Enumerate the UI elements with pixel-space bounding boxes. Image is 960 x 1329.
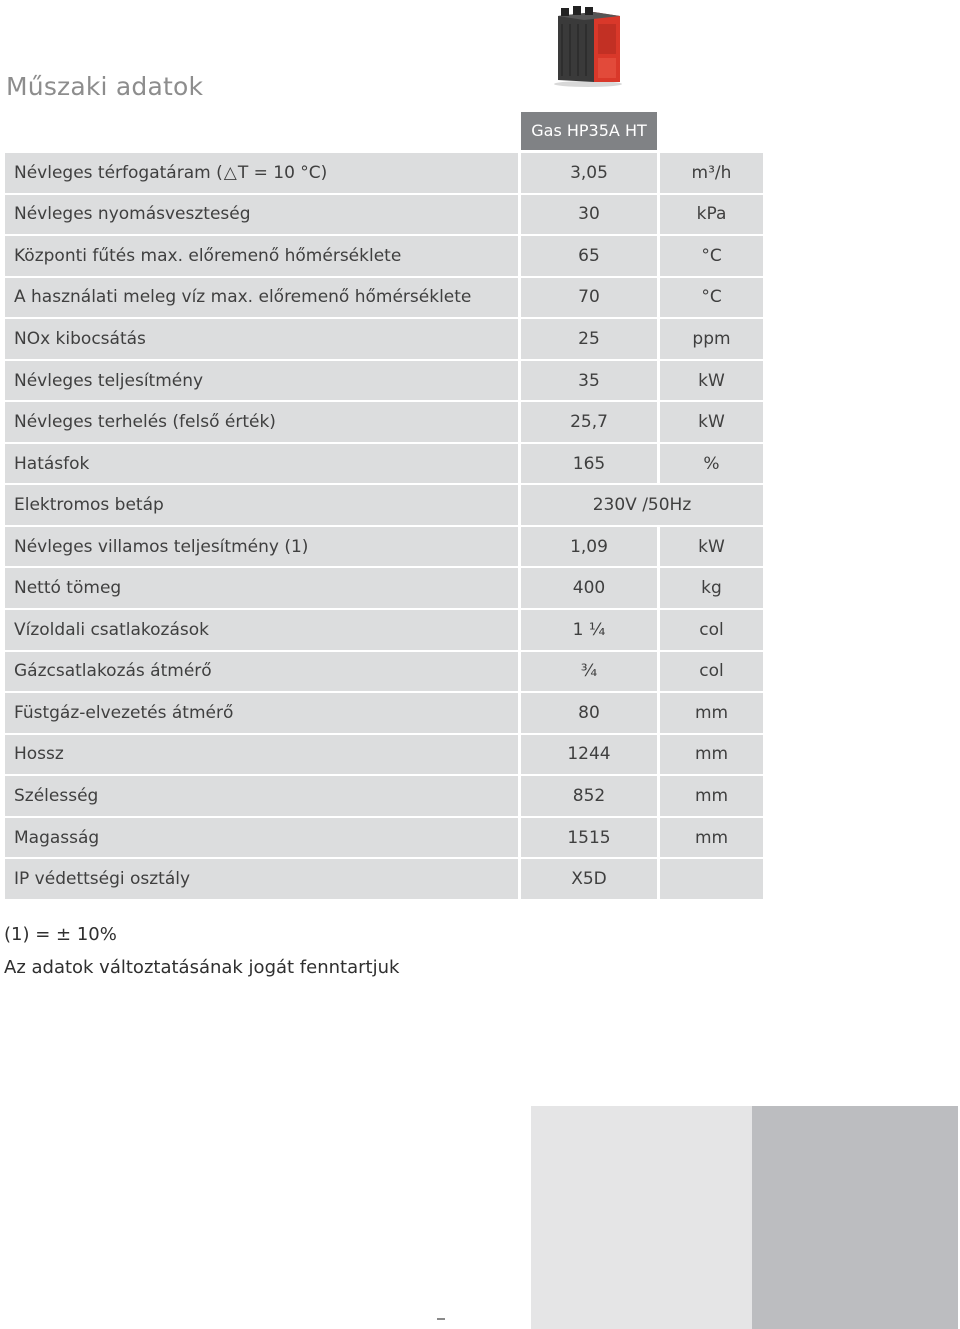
spec-row-width [5,776,763,816]
spec-value: 80 [521,693,657,733]
spec-value: 1244 [521,735,657,775]
heat-pump-unit-image [548,4,626,88]
spec-row-ip-rating [5,859,763,899]
spec-row-flue-diameter [5,693,763,733]
spec-value: X5D [521,859,657,899]
footer-decor-light [531,1106,752,1329]
spec-row-water-connections [5,610,763,650]
spec-row-pressure-loss [5,195,763,235]
footnotes [4,918,399,984]
spec-row-net-weight [5,568,763,608]
footnote-tolerance: (1) = ± 10% [4,924,117,945]
spec-row-efficiency [5,444,763,484]
spec-label: Vízoldali csatlakozások [5,610,518,650]
spec-unit: kPa [660,195,763,235]
spec-unit: % [660,444,763,484]
footnote-disclaimer: Az adatok változtatásának jogát fenntartjuk [4,957,400,978]
page-title: Műszaki adatok [6,72,204,101]
spec-table [5,153,763,901]
spec-label: Nettó tömeg [5,568,518,608]
spec-label: IP védettségi osztály [5,859,518,899]
spec-value: 25,7 [521,402,657,442]
spec-label: NOx kibocsátás [5,319,518,359]
page-mark [437,1318,445,1320]
spec-unit: °C [660,236,763,276]
spec-unit: kg [660,568,763,608]
spec-value: 1 ¼ [521,610,657,650]
spec-value: 70 [521,278,657,318]
spec-unit [660,859,763,899]
spec-label: Magasság [5,818,518,858]
spec-label: Névleges nyomásveszteség [5,195,518,235]
spec-value: 25 [521,319,657,359]
spec-row-nominal-output [5,361,763,401]
spec-value: 230V /50Hz [521,485,763,525]
spec-row-height [5,818,763,858]
spec-value: 1515 [521,818,657,858]
spec-row-flow-rate [5,153,763,193]
spec-unit: mm [660,735,763,775]
spec-row-hot-water-flow-temp [5,278,763,318]
spec-value: 165 [521,444,657,484]
spec-label: Szélesség [5,776,518,816]
spec-value: ¾ [521,652,657,692]
spec-label: Névleges térfogatáram ( △ T = 10 °C) [5,153,518,193]
spec-unit: kW [660,361,763,401]
spec-value: 30 [521,195,657,235]
spec-unit: col [660,652,763,692]
footer-decor-dark [752,1106,958,1329]
spec-label: Névleges teljesítmény [5,361,518,401]
spec-row-gas-connection [5,652,763,692]
spec-label: Gázcsatlakozás átmérő [5,652,518,692]
spec-label: Hossz [5,735,518,775]
spec-row-heating-flow-temp [5,236,763,276]
spec-unit: mm [660,818,763,858]
spec-row-power-supply [5,485,763,525]
spec-unit: mm [660,776,763,816]
spec-value: 1,09 [521,527,657,567]
product-image [548,4,626,88]
spec-unit: mm [660,693,763,733]
spec-value: 35 [521,361,657,401]
spec-row-length [5,735,763,775]
spec-unit: °C [660,278,763,318]
spec-label: Elektromos betáp [5,485,518,525]
spec-unit: m³/h [660,153,763,193]
spec-unit: ppm [660,319,763,359]
spec-unit: kW [660,402,763,442]
spec-value: 65 [521,236,657,276]
spec-unit: kW [660,527,763,567]
spec-row-nominal-load [5,402,763,442]
spec-value: 3,05 [521,153,657,193]
spec-label: Hatásfok [5,444,518,484]
spec-value: 400 [521,568,657,608]
spec-label: Névleges terhelés (felső érték) [5,402,518,442]
delta-triangle-icon: △ [223,162,237,183]
spec-row-nox-emission [5,319,763,359]
model-header: Gas HP35A HT [521,112,657,150]
spec-unit: col [660,610,763,650]
spec-row-electrical-power [5,527,763,567]
spec-label: A használati meleg víz max. előremenő hőmérséklete [5,278,518,318]
spec-label: Füstgáz-elvezetés átmérő [5,693,518,733]
spec-label: Központi fűtés max. előremenő hőmérséklete [5,236,518,276]
spec-value: 852 [521,776,657,816]
spec-label: Névleges villamos teljesítmény (1) [5,527,518,567]
